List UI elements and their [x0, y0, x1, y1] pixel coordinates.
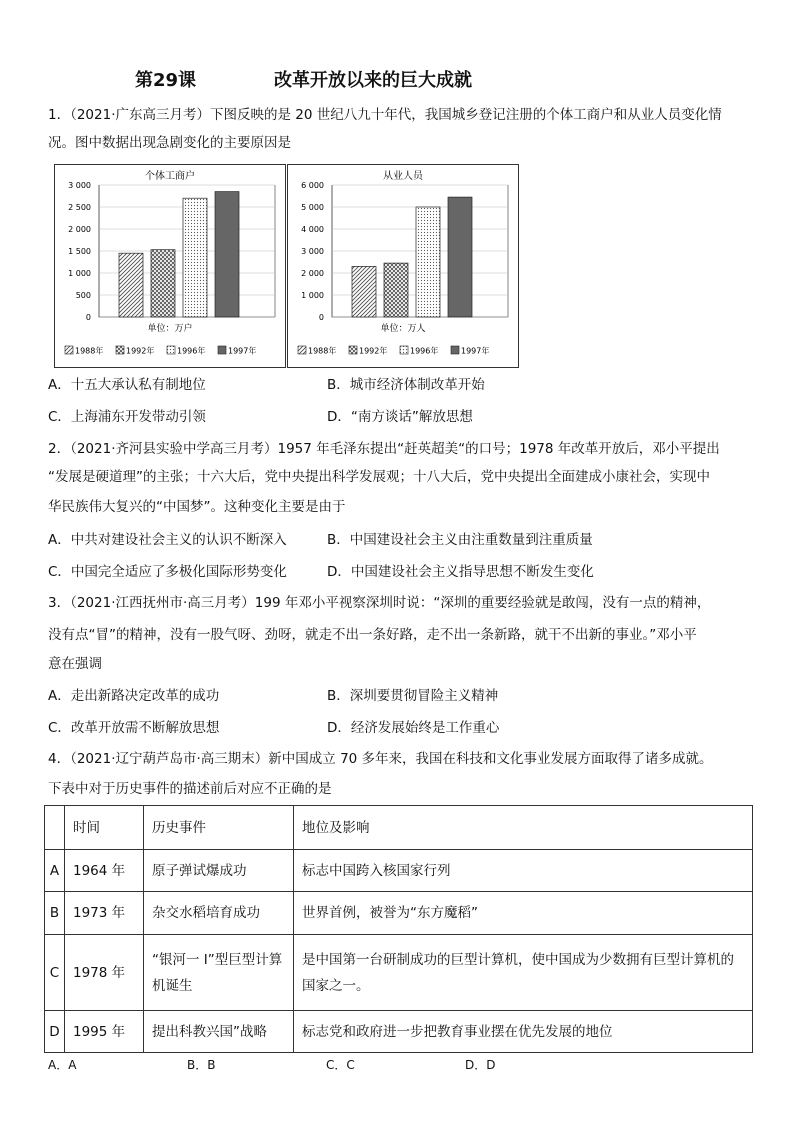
- q4-stem-line1: 4．（2021·辽宁葫芦岛市·高三期末）新中国成立 70 多年来，我国在科技和文化事业发展方面取得了诸多成就。: [48, 751, 713, 767]
- table-cell-label: A: [45, 850, 65, 892]
- chart-bar: [416, 207, 440, 317]
- legend-swatch: [65, 346, 73, 354]
- q2-stem-line1: 2．（2021·齐河县实验中学高三月考）1957 年毛泽东提出“赶英超美“的口号；1978 年改革开放后，邓小平提出: [48, 441, 720, 457]
- q4-option-d[interactable]: D．D: [465, 1058, 496, 1072]
- legend-label: 1996年: [177, 346, 206, 356]
- q1-option-a[interactable]: A．十五大承认私有制地位: [48, 377, 206, 393]
- chart-tick-label: 5 000: [301, 203, 324, 212]
- legend-label: 1996年: [410, 346, 439, 356]
- chart-tick-label: 2 000: [301, 269, 324, 278]
- q3-option-b[interactable]: B．深圳要贯彻冒险主义精神: [327, 688, 499, 704]
- q1-option-b[interactable]: B．城市经济体制改革开始: [327, 377, 485, 393]
- chart-individual-businesses: [54, 164, 286, 368]
- table-header-cell: 地位及影响: [294, 806, 753, 850]
- table-cell-time: 1995 年: [65, 1011, 144, 1053]
- chart-tick-label: 3 000: [68, 181, 91, 190]
- lesson-number: 第29课: [135, 70, 197, 91]
- chart-bar: [119, 253, 143, 317]
- chart-tick-label: 0: [85, 313, 91, 322]
- q1-stem-line1: 1．（2021·广东高三月考）下图反映的是 20 世纪八九十年代，我国城乡登记注册的个体工商户和从业人员变化情: [48, 107, 722, 123]
- chart-tick-label: 2 000: [68, 225, 91, 234]
- q2-option-d[interactable]: D．中国建设社会主义指导思想不断发生变化: [327, 564, 594, 580]
- q2-stem-line3: 华民族伟大复兴的“中国梦”。这种变化主要是由于: [48, 499, 346, 515]
- q2-option-c[interactable]: C．中国完全适应了多极化国际形势变化: [48, 564, 287, 580]
- table-header-cell: [45, 806, 65, 850]
- legend-label: 1997年: [228, 346, 257, 356]
- chart-unit-label: 单位：万人: [380, 324, 426, 334]
- legend-swatch: [116, 346, 124, 354]
- q1-stem-line2: 况。图中数据出现急剧变化的主要原因是: [48, 135, 291, 151]
- table-cell-time: 1964 年: [65, 850, 144, 892]
- table-cell-label: B: [45, 892, 65, 935]
- legend-label: 1997年: [461, 346, 490, 356]
- legend-label: 1992年: [126, 346, 155, 356]
- chart-unit-label: 单位：万户: [147, 324, 193, 334]
- table-header-cell: 历史事件: [144, 806, 294, 850]
- table-cell-impact: 是中国第一台研制成功的巨型计算机，使中国成为少数拥有巨型计算机的国家之一。: [294, 935, 753, 1011]
- table-row: [45, 935, 753, 1011]
- table-cell-impact: 标志党和政府进一步把教育事业摆在优先发展的地位: [294, 1011, 753, 1053]
- q3-stem-line1: 3．（2021·江西抚州市·高三月考）199 年邓小平视察深圳时说：“深圳的重要经验就是敢闯，没有一点的精神，: [48, 595, 711, 611]
- chart-bar: [384, 263, 408, 317]
- chart-employees: [287, 164, 519, 368]
- chart-tick-label: 3 000: [301, 247, 324, 256]
- chart-tick-label: 500: [75, 291, 91, 300]
- table-cell-impact: 世界首例，被誉为“东方魔稻”: [294, 892, 753, 935]
- page-title: [0, 66, 794, 92]
- chart-tick-label: 1 000: [301, 291, 324, 300]
- lesson-topic: 改革开放以来的巨大成就: [274, 70, 472, 91]
- q3-stem-line2: 没有点“冒”的精神，没有一股气呀、劲呀，就走不出一条好路，走不出一条新路，就干不出新的事业。”邓小平: [48, 627, 697, 643]
- chart-bar: [151, 250, 175, 317]
- q3-stem-line3: 意在强调: [48, 656, 102, 672]
- legend-swatch: [451, 346, 459, 354]
- legend-swatch: [167, 346, 175, 354]
- table-header-row: [45, 806, 753, 850]
- table-row: [45, 1011, 753, 1053]
- q4-stem-line2: 下表中对于历史事件的描述前后对应不正确的是: [48, 781, 332, 797]
- q4-option-b[interactable]: B．B: [187, 1058, 216, 1072]
- chart-bar: [352, 266, 376, 317]
- legend-swatch: [218, 346, 226, 354]
- q2-option-a[interactable]: A．中共对建设社会主义的认识不断深入: [48, 532, 287, 548]
- chart-bar: [215, 192, 239, 317]
- q1-option-d[interactable]: D．“南方谈话”解放思想: [327, 409, 473, 425]
- chart-title: 个体工商户: [145, 171, 195, 182]
- table-cell-label: D: [45, 1011, 65, 1053]
- q2-stem-line2: “发展是硬道理”的主张；十六大后，党中央提出科学发展观；十八大后，党中央提出全面建成小康社会，实现中: [48, 469, 710, 485]
- chart-tick-label: 4 000: [301, 225, 324, 234]
- chart-tick-label: 1 500: [68, 247, 91, 256]
- q3-option-a[interactable]: A．走出新路决定改革的成功: [48, 688, 220, 704]
- table-cell-time: 1978 年: [65, 935, 144, 1011]
- chart-bar: [183, 198, 207, 317]
- q4-option-c[interactable]: C．C: [326, 1058, 355, 1072]
- chart-tick-label: 6 000: [301, 181, 324, 190]
- chart-title: 从业人员: [383, 171, 423, 182]
- table-cell-impact: 标志中国跨入核国家行列: [294, 850, 753, 892]
- table-cell-event: “银河一 I”型巨型计算机诞生: [144, 935, 294, 1011]
- table-cell-event: 原子弹试爆成功: [144, 850, 294, 892]
- table-cell-event: 杂交水稻培育成功: [144, 892, 294, 935]
- legend-label: 1988年: [308, 346, 337, 356]
- legend-label: 1992年: [359, 346, 388, 356]
- chart-tick-label: 0: [318, 313, 324, 322]
- chart-bar: [448, 197, 472, 317]
- legend-swatch: [400, 346, 408, 354]
- q2-option-b[interactable]: B．中国建设社会主义由注重数量到注重质量: [327, 532, 593, 548]
- table-row: [45, 850, 753, 892]
- q3-option-d[interactable]: D．经济发展始终是工作重心: [327, 720, 500, 736]
- chart-tick-label: 2 500: [68, 203, 91, 212]
- table-row: [45, 892, 753, 935]
- legend-label: 1988年: [75, 346, 104, 356]
- q3-option-c[interactable]: C．改革开放需不断解放思想: [48, 720, 220, 736]
- table-cell-label: C: [45, 935, 65, 1011]
- table-cell-event: 提出科教兴国”战略: [144, 1011, 294, 1053]
- table-cell-time: 1973 年: [65, 892, 144, 935]
- legend-swatch: [298, 346, 306, 354]
- q4-option-a[interactable]: A．A: [48, 1058, 77, 1072]
- chart-tick-label: 1 000: [68, 269, 91, 278]
- table-header-cell: 时间: [65, 806, 144, 850]
- history-events-table: [44, 805, 753, 1053]
- q1-option-c[interactable]: C．上海浦东开发带动引领: [48, 409, 206, 425]
- legend-swatch: [349, 346, 357, 354]
